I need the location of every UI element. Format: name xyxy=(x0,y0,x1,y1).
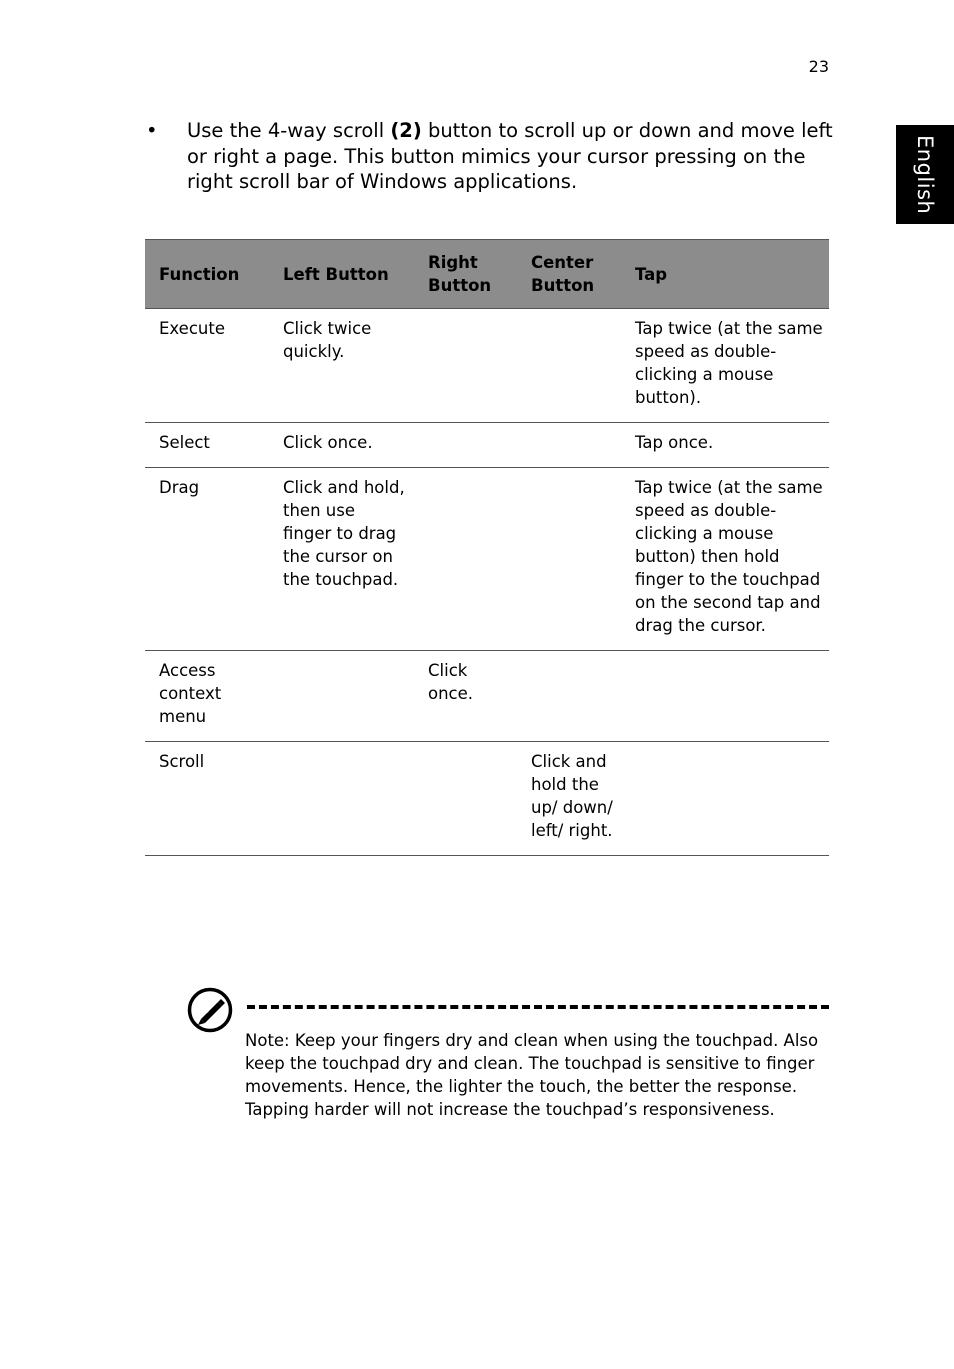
header-left-button: Left Button xyxy=(269,240,414,309)
cell-center-button xyxy=(517,423,621,468)
cell-tap xyxy=(621,651,829,742)
cell-function: Execute xyxy=(145,309,269,423)
cell-tap: Tap twice (at the same speed as double-clicking a mouse button). xyxy=(621,309,829,423)
language-tab-label: English xyxy=(913,134,937,215)
cell-right-button xyxy=(414,468,517,651)
cell-right-button xyxy=(414,742,517,856)
header-right-button: Right Button xyxy=(414,240,517,309)
bullet-paragraph xyxy=(146,118,836,195)
bullet-symbol: • xyxy=(146,119,158,142)
table-row xyxy=(145,468,829,651)
bullet-emphasis: (2) xyxy=(390,119,422,142)
bullet-text-after: button to scroll up or down and move left or right a page. This button mimics your cursor pressing on the right scroll bar of Windows applications. xyxy=(187,119,833,193)
cell-function: Drag xyxy=(145,468,269,651)
header-center-button: Center Button xyxy=(517,240,621,309)
cell-function: Scroll xyxy=(145,742,269,856)
header-function: Function xyxy=(145,240,269,309)
cell-left-button xyxy=(269,742,414,856)
note-pen-icon xyxy=(187,987,233,1033)
cell-left-button: Click and hold, then use finger to drag the cursor on the touchpad. xyxy=(269,468,414,651)
header-tap: Tap xyxy=(621,240,829,309)
language-tab xyxy=(896,125,954,224)
cell-center-button xyxy=(517,468,621,651)
table-row xyxy=(145,651,829,742)
bullet-text-before: Use the 4-way scroll xyxy=(187,119,391,142)
cell-left-button xyxy=(269,651,414,742)
cell-left-button: Click once. xyxy=(269,423,414,468)
table-row xyxy=(145,309,829,423)
cell-right-button: Click once. xyxy=(414,651,517,742)
cell-function: Access context menu xyxy=(145,651,269,742)
cell-center-button: Click and hold the up/ down/ left/ right. xyxy=(517,742,621,856)
bullet-text xyxy=(187,118,836,195)
cell-center-button xyxy=(517,651,621,742)
table-row xyxy=(145,742,829,856)
note-label: Note: xyxy=(245,1031,290,1050)
page-number: 23 xyxy=(808,57,829,76)
note-body: Keep your fingers dry and clean when using the touchpad. Also keep the touchpad dry and clean. The touchpad is sensitive to finger movements. Hence, the lighter the touch, the better the response. Tapping harder will not increase the touchpad’s responsiveness. xyxy=(245,1031,819,1119)
cell-left-button: Click twice quickly. xyxy=(269,309,414,423)
cell-right-button xyxy=(414,423,517,468)
cell-tap xyxy=(621,742,829,856)
note-paragraph xyxy=(245,1029,825,1121)
table-header-row xyxy=(145,240,829,309)
note-divider xyxy=(247,1005,829,1009)
cell-right-button xyxy=(414,309,517,423)
cell-tap: Tap twice (at the same speed as double-clicking a mouse button) then hold finger to the touchpad on the second tap and drag the cursor. xyxy=(621,468,829,651)
table-row xyxy=(145,423,829,468)
touchpad-functions-table xyxy=(145,239,829,856)
cell-function: Select xyxy=(145,423,269,468)
cell-center-button xyxy=(517,309,621,423)
cell-tap: Tap once. xyxy=(621,423,829,468)
